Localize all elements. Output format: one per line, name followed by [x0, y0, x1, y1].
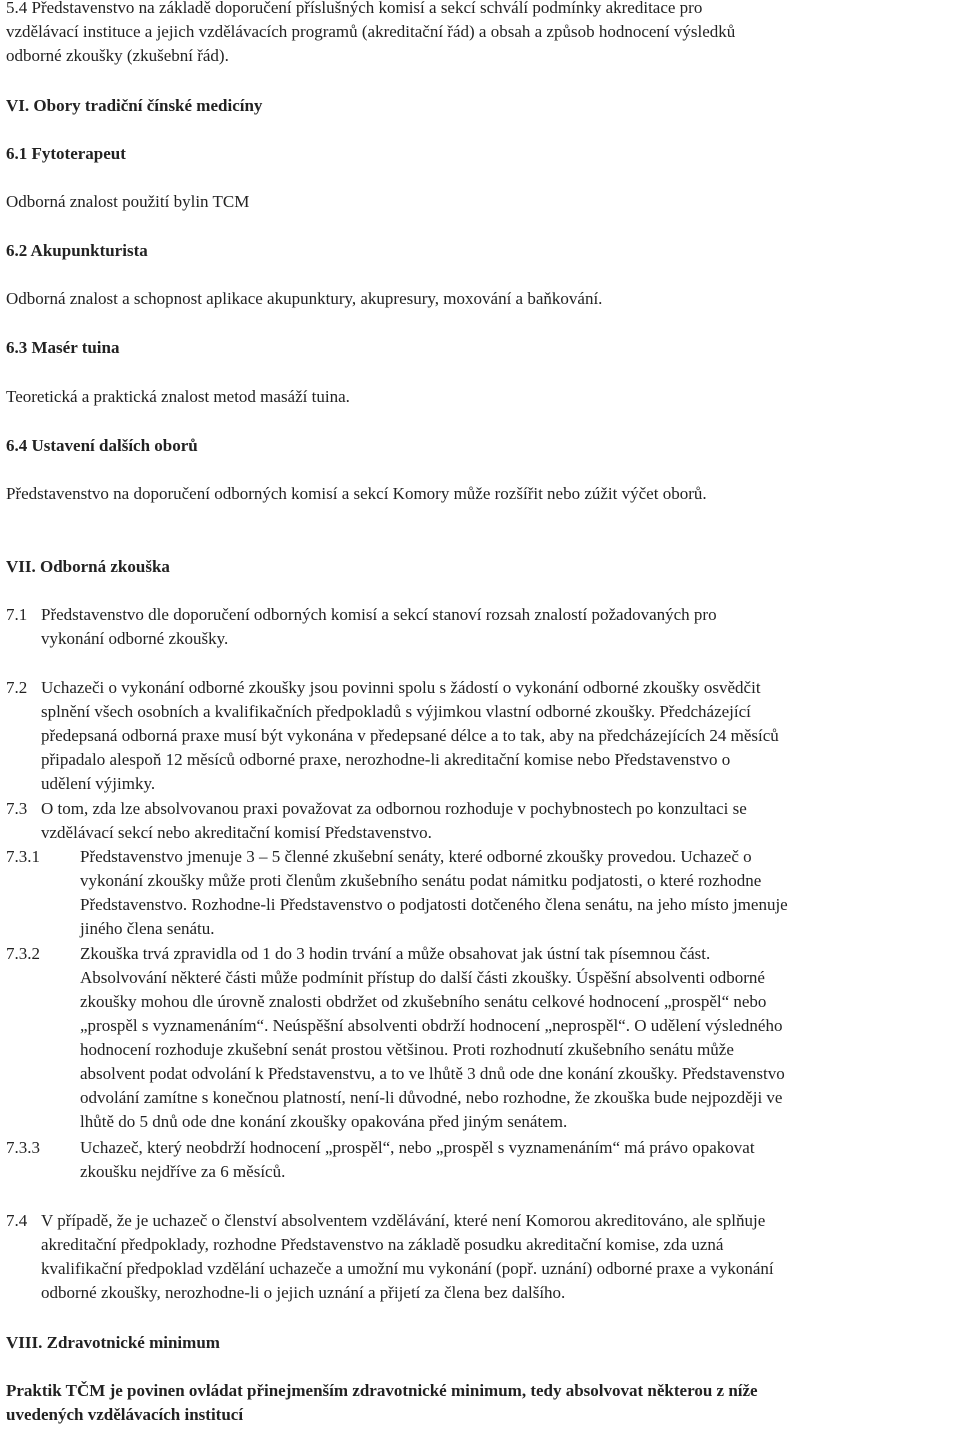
paragraph-7-1 — [41, 603, 717, 651]
paragraph-line: Praktik TČM je povinen ovládat přinejmenším zdravotnické minimum, tedy absolvovat některou z níže — [6, 1381, 758, 1400]
paragraph-7-3-number: 7.3 — [6, 799, 28, 818]
paragraph-7-3-3 — [80, 1136, 755, 1184]
section-viii-title: VIII. Zdravotnické minimum — [6, 1333, 220, 1352]
paragraph-line: uvedených vzdělávacích institucí — [6, 1405, 244, 1424]
paragraph-line: absolvent podat odvolání k Představenstvu, a to ve lhůtě 3 dnů ode dne konání zkoušky. Představenstvo — [80, 1064, 785, 1083]
paragraph-7-3-1 — [80, 845, 788, 941]
paragraph-line: vykonání zkoušky může proti členům zkušebního senátu podat námitku podjatosti, o které rozhodne — [80, 871, 762, 890]
paragraph-line: připadalo alespoň 12 měsíců odborné praxe, nerozhodne-li akreditační komise nebo Představenstvo o — [41, 750, 731, 769]
paragraph-line: udělení výjimky. — [41, 774, 156, 793]
paragraph-7-4-number: 7.4 — [6, 1211, 28, 1230]
section-6-3-text: Teoretická a praktická znalost metod masáží tuina. — [6, 387, 350, 406]
section-6-1-text: Odborná znalost použití bylin TCM — [6, 192, 250, 211]
paragraph-7-3-2 — [80, 942, 785, 1134]
paragraph-line: odvolání zamítne s konečnou platností, není-li důvodné, nebo rozhodne, že zkouška bude nejpozději ve — [80, 1088, 783, 1107]
paragraph-line: „prospěl s vyznamenáním“. Neúspěšní absolventi obdrží hodnocení „neprospěl“. O udělení výsledného — [80, 1016, 783, 1035]
section-viii-paragraph — [6, 1379, 954, 1427]
paragraph-7-2 — [41, 676, 779, 796]
paragraph-7-2-number: 7.2 — [6, 678, 28, 697]
paragraph-line: kvalifikační předpoklad vzdělání uchazeče a umožní mu vykonání (popř. uznání) odborné praxe a vykonání — [41, 1259, 774, 1278]
paragraph-line: zkoušku nejdříve za 6 měsíců. — [80, 1162, 286, 1181]
section-vii-title: VII. Odborná zkouška — [6, 557, 170, 576]
paragraph-line: O tom, zda lze absolvovanou praxi považovat za odbornou rozhoduje v pochybnostech po konzultaci se — [41, 799, 747, 818]
section-6-3-heading: 6.3 Masér tuina — [6, 338, 120, 357]
paragraph-line: jiného člena senátu. — [80, 919, 215, 938]
intro-line: vzdělávací instituce a jejich vzdělávacích programů (akreditační řád) a obsah a způsob hodnocení výsledků — [6, 22, 736, 41]
paragraph-line: splnění všech osobních a kvalifikačních předpokladů s výjimkou vlastní odborné zkoušky. Předcházející — [41, 702, 751, 721]
paragraph-7-3-3-number: 7.3.3 — [6, 1138, 40, 1157]
paragraph-7-3 — [41, 797, 747, 845]
paragraph-line: akreditační předpoklady, rozhodne Představenstvo na základě posudku akreditační komise, zda uzná — [41, 1235, 724, 1254]
paragraph-line: Představenstvo jmenuje 3 – 5 členné zkušební senáty, které odborné zkoušky provedou. Uchazeč o — [80, 847, 752, 866]
paragraph-7-3-2-number: 7.3.2 — [6, 944, 40, 963]
paragraph-7-3-1-number: 7.3.1 — [6, 847, 40, 866]
intro-line: odborné zkoušky (zkušební řád). — [6, 46, 229, 65]
intro-line: 5.4 Představenstvo na základě doporučení příslušných komisí a sekcí schválí podmínky akreditace pro — [6, 0, 703, 17]
paragraph-line: odborné zkoušky, nerozhodne-li o jejich uznání a přijetí za člena bez dalšího. — [41, 1283, 566, 1302]
paragraph-line: vykonání odborné zkoušky. — [41, 629, 229, 648]
paragraph-line: V případě, že je uchazeč o členství absolventem vzdělávání, které není Komorou akreditováno, ale splňuje — [41, 1211, 766, 1230]
section-6-4-heading: 6.4 Ustavení dalších oborů — [6, 436, 198, 455]
paragraph-line: Představenstvo. Rozhodne-li Představenstvo o podjatosti dotčeného člena senátu, na jeho místo jmenuje — [80, 895, 788, 914]
section-6-2-text: Odborná znalost a schopnost aplikace akupunktury, akupresury, moxování a baňkování. — [6, 289, 603, 308]
paragraph-line: Zkouška trvá zpravidla od 1 do 3 hodin trvání a může obsahovat jak ústní tak písemnou část. — [80, 944, 711, 963]
paragraph-line: Absolvování některé části může podmínit přístup do další části zkoušky. Úspěšní absolventi odborné — [80, 968, 765, 987]
section-6-4-text: Představenstvo na doporučení odborných komisí a sekcí Komory může rozšířit nebo zúžit výčet oborů. — [6, 484, 707, 503]
intro-paragraph — [6, 0, 954, 68]
paragraph-7-1-number: 7.1 — [6, 605, 28, 624]
paragraph-line: předepsaná odborná praxe musí být vykonána v předepsané délce a to tak, aby na předcházejících 24 měsíců — [41, 726, 779, 745]
paragraph-line: Představenstvo dle doporučení odborných komisí a sekcí stanoví rozsah znalostí požadovaných pro — [41, 605, 717, 624]
paragraph-line: Uchazeči o vykonání odborné zkoušky jsou povinni spolu s žádostí o vykonání odborné zkoušky osvědčit — [41, 678, 761, 697]
paragraph-line: vzdělávací sekcí nebo akreditační komisí Představenstvo. — [41, 823, 432, 842]
section-6-2-heading: 6.2 Akupunkturista — [6, 241, 148, 260]
paragraph-line: Uchazeč, který neobdrží hodnocení „prospěl“, nebo „prospěl s vyznamenáním“ má právo opakovat — [80, 1138, 755, 1157]
paragraph-7-4 — [41, 1209, 774, 1305]
section-6-1-heading: 6.1 Fytoterapeut — [6, 144, 126, 163]
paragraph-line: lhůtě do 5 dnů ode dne konání zkoušky opakována před jiným senátem. — [80, 1112, 568, 1131]
paragraph-line: zkoušky mohou dle úrovně znalosti obdržet od zkušebního senátu celkové hodnocení „prospěl“ nebo — [80, 992, 767, 1011]
section-vi-title: VI. Obory tradiční čínské medicíny — [6, 96, 263, 115]
paragraph-line: hodnocení rozhoduje zkušební senát prostou většinou. Proti rozhodnutí zkušebního senátu může — [80, 1040, 734, 1059]
